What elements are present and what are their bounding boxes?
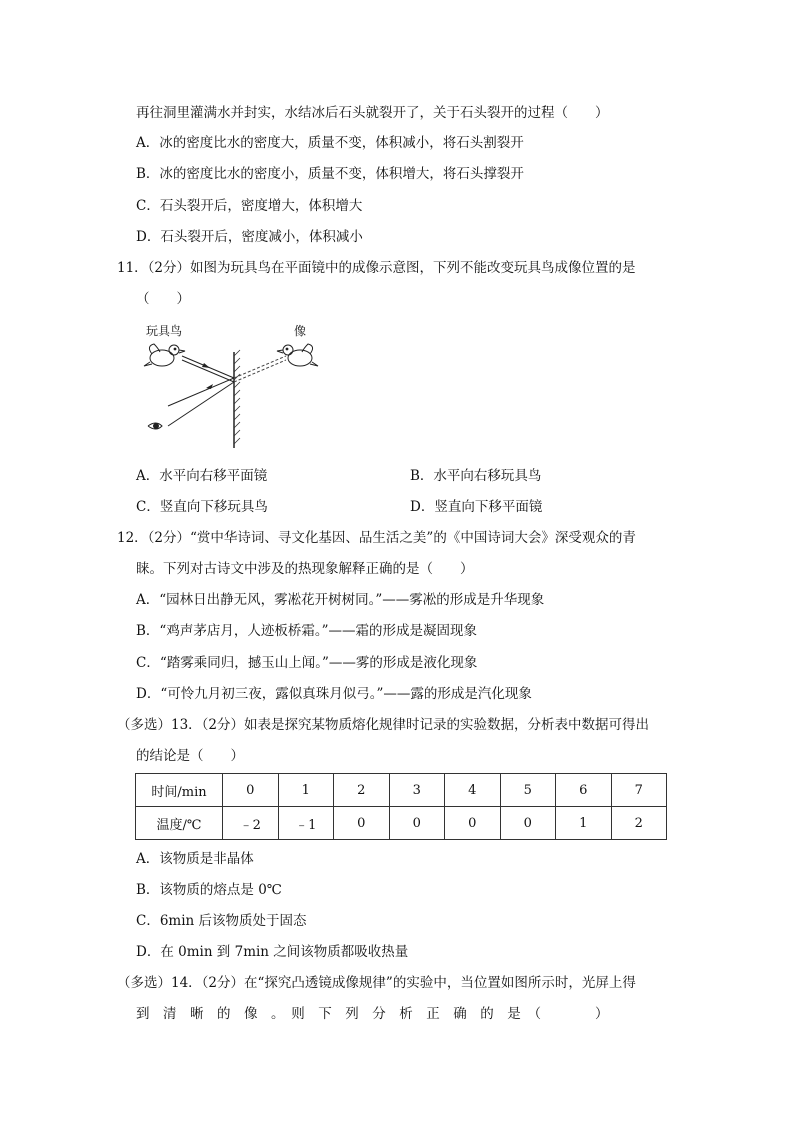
table-cell: 1: [278, 774, 334, 807]
table-cell: 0: [334, 807, 390, 840]
toy-bird-icon: [144, 344, 185, 366]
table-cell: 0: [389, 807, 445, 840]
table-cell: 0: [500, 807, 556, 840]
table-cell: ﹣1: [278, 807, 334, 840]
table-cell: 6: [556, 774, 612, 807]
q11-stem: 11．（2分）如图为玩具鸟在平面镜中的成像示意图，下列不能改变玩具鸟成像位置的是: [117, 260, 636, 276]
q10-option-b: B．冰的密度比水的密度小，质量不变，体积增大，将石头撑裂开: [136, 166, 524, 182]
melting-data-table: [135, 773, 667, 840]
virtual-rays: [234, 356, 286, 382]
image-bird-icon: [277, 344, 318, 366]
q13-stem-line1: （多选）13．（2分）如表是探究某物质熔化规律时记录的实验数据，分析表中数据可得出: [117, 717, 650, 733]
q11-option-b: B．水平向右移玩具鸟: [410, 468, 542, 484]
q13-option-c: C．6min 后该物质处于固态: [136, 913, 307, 929]
q12-option-c: C．“踏雾乘同归，撼玉山上闻。”——雾的形成是液化现象: [136, 655, 478, 671]
q10-option-d: D．石头裂开后，密度减小，体积减小: [136, 229, 363, 245]
q12-option-d: D．“可怜九月初三夜，露似真珠月似弓。”——露的形成是汽化现象: [136, 686, 532, 702]
toy-bird-label: 玩具鸟: [146, 324, 183, 338]
mirror-diagram: [138, 320, 338, 450]
q12-stem-line2: 睐。下列对古诗文中涉及的热现象解释正确的是（ ）: [136, 561, 474, 577]
q10-stem-continued: 再往洞里灌满水并封实，水结冰后石头就裂开了，关于石头裂开的过程（ ）: [136, 105, 609, 121]
table-cell: ﹣2: [223, 807, 279, 840]
table-cell: 2: [611, 807, 667, 840]
table-row-time: [136, 774, 667, 807]
table-cell: 7: [611, 774, 667, 807]
mirror-figure-svg: [138, 320, 338, 450]
table-cell: 1: [556, 807, 612, 840]
q10-option-a: A．冰的密度比水的密度大，质量不变，体积减小，将石头割裂开: [136, 135, 524, 151]
table-cell: 5: [500, 774, 556, 807]
table-cell: 2: [334, 774, 390, 807]
eye-icon: [148, 423, 162, 429]
q14-stem-line1: （多选）14．（2分）在“探究凸透镜成像规律”的实验中，当位置如图所示时，光屏上得: [117, 975, 636, 991]
light-rays: [168, 356, 234, 426]
table-cell: 0: [223, 774, 279, 807]
q11-option-c: C．竖直向下移玩具鸟: [136, 499, 268, 515]
table-header-time: 时间/min: [136, 774, 223, 807]
q13-option-a: A．该物质是非晶体: [136, 851, 254, 867]
q10-option-c: C．石头裂开后，密度增大，体积增大: [136, 198, 363, 214]
q12-stem-line1: 12．（2分）“赏中华诗词、寻文化基因、品生活之美”的《中国诗词大会》深受观众的青: [117, 530, 636, 546]
ray-arrows: [202, 363, 213, 389]
table-cell: 3: [389, 774, 445, 807]
table-header-temperature: 温度/℃: [136, 807, 223, 840]
q13-stem-line2: 的结论是（ ）: [136, 748, 244, 764]
table-cell: 0: [445, 807, 501, 840]
q12-option-b: B．“鸡声茅店月，人迹板桥霜。”——霜的形成是凝固现象: [136, 623, 477, 639]
q14-stem-line2: 到 清 晰 的 像 。 则 下 列 分 析 正 确 的 是 （ ）: [136, 1006, 609, 1022]
mirror-hatching: [234, 350, 240, 444]
q11-answer-blank: （ ）: [136, 291, 190, 307]
q11-option-d: D．竖直向下移平面镜: [410, 499, 543, 515]
q12-option-a: A．“园林日出静无风，雾凇花开树树同。”——雾凇的形成是升华现象: [136, 592, 545, 608]
image-label: 像: [294, 324, 307, 338]
table-cell: 4: [445, 774, 501, 807]
table-row-temperature: [136, 807, 667, 840]
q13-option-b: B．该物质的熔点是 0℃: [136, 882, 282, 898]
q13-option-d: D．在 0min 到 7min 之间该物质都吸收热量: [136, 944, 409, 960]
q11-option-a: A．水平向右移平面镜: [136, 468, 268, 484]
